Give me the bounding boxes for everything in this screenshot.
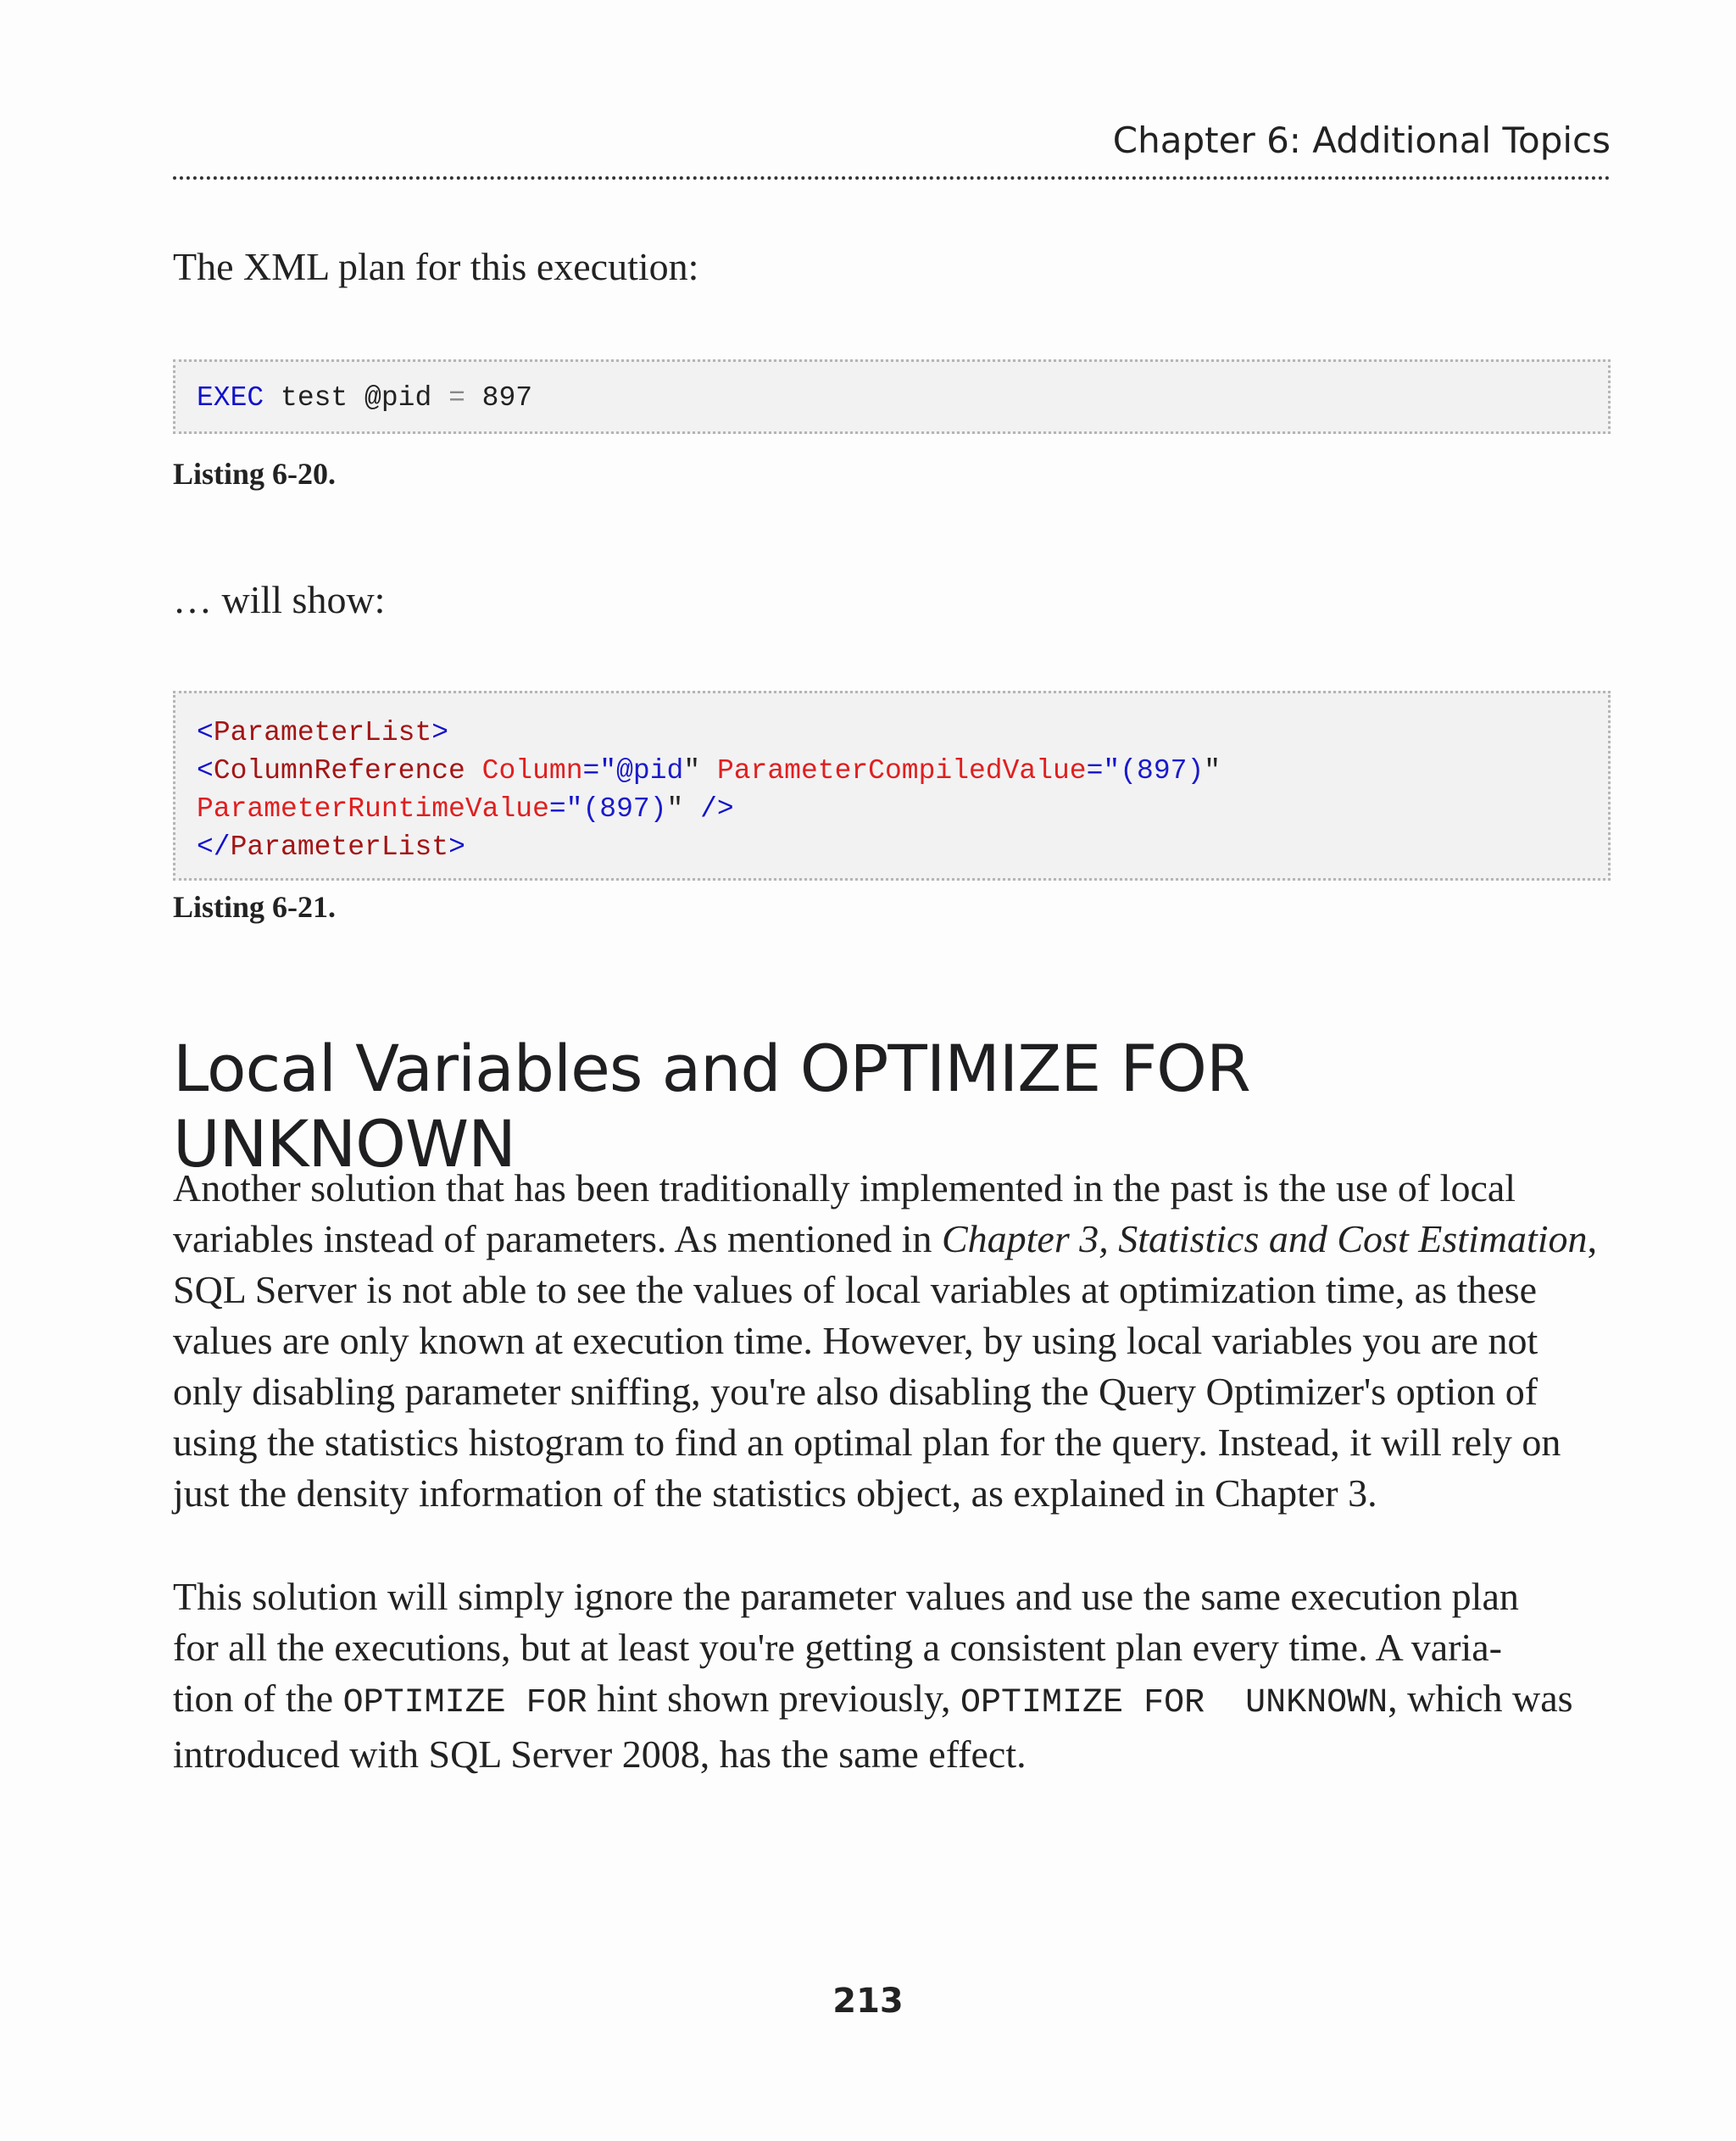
- code-line-3: [197, 790, 1587, 828]
- text-run: , which was: [1388, 1677, 1573, 1720]
- code-attribute: ParameterCompiledValue: [700, 755, 1087, 787]
- code-equals: =": [582, 755, 617, 787]
- text-run: ,: [1587, 1217, 1598, 1260]
- paragraph-1: [173, 1163, 1611, 1519]
- section-heading: Local Variables and OPTIMIZE FOR UNKNOWN: [173, 1031, 1250, 1182]
- paragraph-line: just the density information of the statistics object, as explained in Chapter 3.: [173, 1471, 1377, 1515]
- paragraph-2: [173, 1571, 1611, 1780]
- code-attribute: Column: [465, 755, 583, 787]
- code-equals: =": [548, 793, 583, 825]
- paragraph-line: values are only known at execution time. However, by using local variables you are not: [173, 1319, 1538, 1362]
- code-quote: ": [683, 755, 701, 787]
- paragraph-line: Another solution that has been traditionally implemented in the past is the use of local: [173, 1166, 1516, 1210]
- paragraph-line: [173, 1214, 1611, 1265]
- code-tag: ParameterList: [230, 831, 449, 863]
- code-bracket: <: [197, 717, 214, 748]
- code-attribute: ParameterRuntimeValue: [197, 793, 549, 825]
- code-listing-20: [173, 359, 1611, 434]
- code-equals: =": [1086, 755, 1121, 787]
- page-number: 213: [832, 1982, 904, 2021]
- code-value: 897: [465, 382, 533, 414]
- inline-code: OPTIMIZE FOR: [342, 1684, 587, 1722]
- inline-code: OPTIMIZE FOR UNKNOWN: [960, 1684, 1388, 1722]
- code-listing-21: [173, 691, 1611, 881]
- chapter-title: Chapter 6: Additional Topics: [1112, 120, 1611, 161]
- running-header: [173, 115, 1611, 180]
- code-bracket: >: [431, 717, 449, 748]
- chapter-reference: Chapter 3, Statistics and Cost Estimation: [941, 1217, 1588, 1260]
- code-line-2: [197, 752, 1587, 790]
- listing-20-caption: Listing 6-20.: [173, 457, 337, 491]
- text-run: variables instead of parameters. As mentioned in: [173, 1217, 942, 1260]
- paragraph-line: using the statistics histogram to find an optimal plan for the query. Instead, it will rely on: [173, 1421, 1561, 1464]
- will-show-text: … will show:: [173, 578, 386, 621]
- paragraph-line: for all the executions, but at least you're getting a consistent plan every time. A varia-: [173, 1626, 1502, 1669]
- code-bracket: <: [197, 755, 214, 787]
- code-quote: ": [666, 793, 684, 825]
- intro-text: The XML plan for this execution:: [173, 245, 699, 288]
- code-line-1: [197, 714, 1587, 752]
- paragraph-line: This solution will simply ignore the parameter values and use the same execution plan: [173, 1575, 1519, 1618]
- paragraph-line: SQL Server is not able to see the values of local variables at optimization time, as these: [173, 1268, 1538, 1311]
- code-attribute-value: (897): [582, 793, 667, 825]
- code-bracket: </: [197, 831, 231, 863]
- text-run: hint shown previously,: [587, 1677, 961, 1720]
- paragraph-line: [173, 1673, 1611, 1729]
- code-operator: =: [448, 382, 465, 414]
- code-keyword: EXEC: [197, 382, 264, 414]
- code-text: test @pid: [264, 382, 449, 414]
- listing-21-caption: Listing 6-21.: [173, 890, 337, 924]
- code-line-4: [197, 828, 1587, 866]
- code-tag: ParameterList: [213, 717, 432, 748]
- paragraph-line: only disabling parameter sniffing, you're also disabling the Query Optimizer's option of: [173, 1370, 1538, 1413]
- paragraph-line: introduced with SQL Server 2008, has the same effect.: [173, 1732, 1027, 1776]
- code-bracket: >: [448, 831, 465, 863]
- code-tag: ColumnReference: [213, 755, 465, 787]
- code-attribute-value: (897): [1120, 755, 1205, 787]
- code-quote: ": [1204, 755, 1221, 787]
- code-attribute-value: @pid: [616, 755, 684, 787]
- code-bracket: />: [683, 793, 734, 825]
- text-run: tion of the: [173, 1677, 343, 1720]
